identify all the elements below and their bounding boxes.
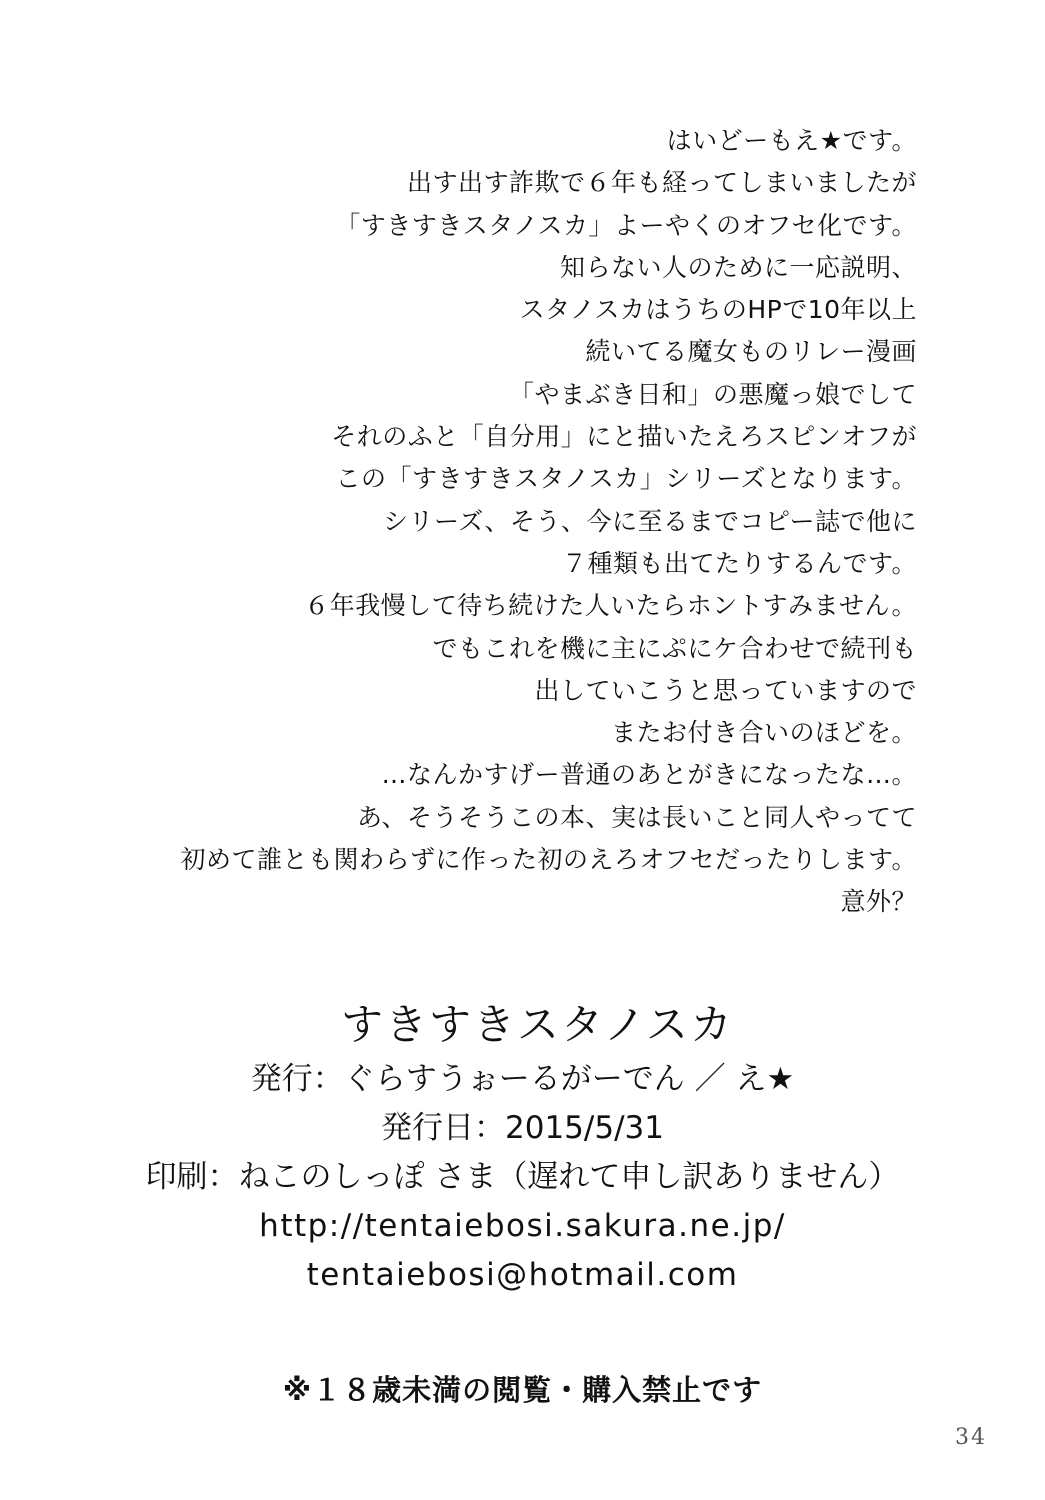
publisher-label: 発行： bbox=[250, 1061, 344, 1097]
afterword-line: 知らない人のために一応説明、 bbox=[559, 252, 917, 282]
age-restriction-notice: ※１８歳未満の閲覧・購入禁止です bbox=[282, 1373, 763, 1407]
book-title: すきすきスタノスカ bbox=[340, 1000, 735, 1049]
afterword-line: またお付き合いのほどを。 bbox=[610, 718, 917, 748]
afterword-text bbox=[97, 120, 917, 924]
website-url: http://tentaiebosi.sakura.ne.jp/ bbox=[259, 1208, 786, 1244]
afterword-line: 初めて誰とも関わらずに作った初のえろオフセだったりします。 bbox=[180, 845, 917, 875]
publisher-name: ぐらすうぉーるがーでん ／ え★ bbox=[343, 1061, 795, 1097]
publish-date: 2015/5/31 bbox=[505, 1110, 664, 1146]
afterword-line: でもこれを機に主にぷにケ合わせで続刊も bbox=[432, 633, 917, 663]
afterword-line: 続いてる魔女ものリレー漫画 bbox=[585, 337, 917, 367]
afterword-line: 出す出す詐欺で６年も経ってしまいましたが bbox=[406, 168, 917, 198]
afterword-line: 意外？ bbox=[840, 887, 917, 917]
afterword-line: シリーズ、そう、今に至るまでコピー誌で他に bbox=[382, 506, 917, 536]
printer-label: 印刷： bbox=[145, 1159, 239, 1195]
publisher-row bbox=[0, 1055, 1045, 1104]
afterword-line: はいどーもえ★です。 bbox=[666, 126, 917, 155]
colophon bbox=[0, 995, 1045, 1300]
afterword-line: スタノスカはうちのHPで10年以上 bbox=[519, 295, 917, 325]
page-number: 34 bbox=[955, 1425, 987, 1450]
contact-email: tentaiebosi@hotmail.com bbox=[306, 1257, 739, 1293]
afterword-line: 「すきすきスタノスカ」よーやくのオフセ化です。 bbox=[335, 210, 917, 240]
date-label: 発行日： bbox=[381, 1110, 506, 1146]
afterword-line: 出していこうと思っていますので bbox=[534, 675, 917, 705]
printer-name: ねこのしっぽ さま（遅れて申し訳ありません） bbox=[238, 1159, 900, 1195]
afterword-line: この「すきすきスタノスカ」シリーズとなります。 bbox=[335, 464, 917, 494]
afterword-line: それのふと「自分用」にと描いたえろスピンオフが bbox=[331, 422, 917, 452]
afterword-line: ７種類も出てたりするんです。 bbox=[561, 548, 917, 578]
afterword-line: あ、そうそうこの本、実は長いこと同人やってて bbox=[356, 802, 917, 832]
afterword-line: ６年我慢して待ち続けた人いたらホントすみません。 bbox=[304, 591, 917, 621]
afterword-line: …なんかすげー普通のあとがきになったな…。 bbox=[381, 760, 917, 790]
date-row bbox=[0, 1104, 1045, 1153]
afterword-line: 「やまぶき日和」の悪魔っ娘でして bbox=[508, 379, 917, 409]
printer-row bbox=[0, 1153, 1045, 1202]
